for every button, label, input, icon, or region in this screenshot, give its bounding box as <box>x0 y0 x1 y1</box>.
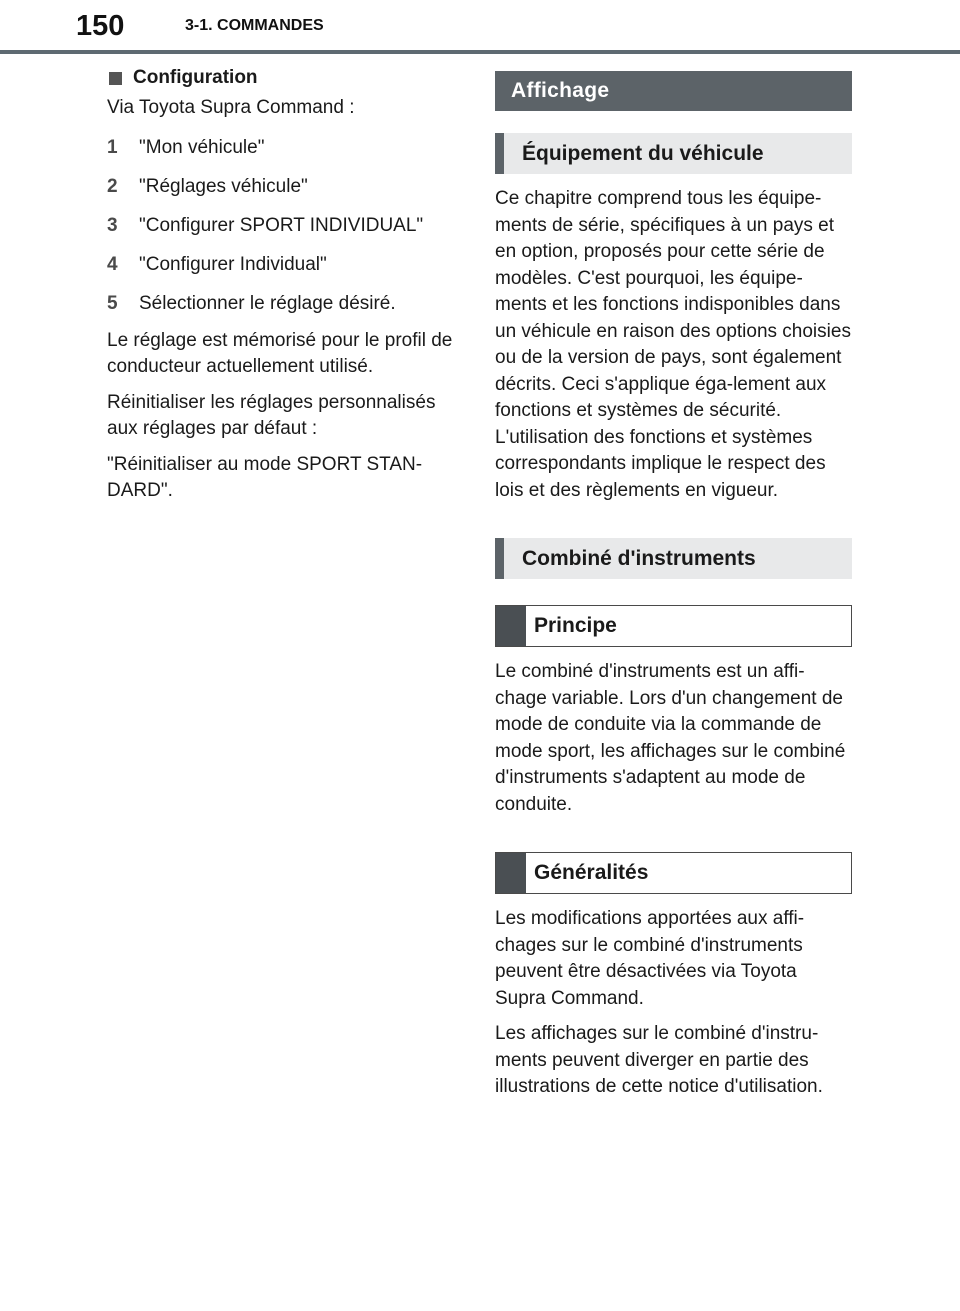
step-number: 2 <box>107 175 118 197</box>
step-item <box>107 135 467 161</box>
equipement-heading: Équipement du véhicule <box>495 133 852 174</box>
step-text: Sélectionner le réglage désiré. <box>139 292 396 314</box>
affichage-heading: Affichage <box>495 71 852 111</box>
generalites-text-2: Les affichages sur le combiné d'instru-ments peuvent diverger en partie des illustrations de cette notice d'utilisation. <box>495 1023 823 1097</box>
reset-text: Réinitialiser les réglages personnalisés aux réglages par défaut : <box>107 391 436 439</box>
page-header <box>0 0 960 56</box>
square-bullet-icon <box>109 72 122 85</box>
intro-text: Via Toyota Supra Command : <box>107 97 355 118</box>
step-number: 4 <box>107 253 118 275</box>
combine-heading: Combiné d'instruments <box>495 538 852 579</box>
generalites-heading <box>495 852 852 894</box>
memorise-text: Le réglage est mémorisé pour le profil de conducteur actuellement utilisé. <box>107 329 453 377</box>
generalites-text-1: Les modifications apportées aux affi-chages sur le combiné d'instruments peuvent être désactivées via Toyota Supra Command. <box>495 908 805 1009</box>
equipement-text: Ce chapitre comprend tous les équipe-ments de série, spécifiques à un pays et en option, proposés pour cette série de modèles. C'est pourquoi, les équipe-ments et les fonctions indisponibles dans un véhicule en raison des options choisies ou de la version de pays, sont également décrits. Ceci s'applique éga-lement aux fonctions et systèmes de sécurité. L'utilisation des fonctions et systèmes correspondants implique le respect des lois et des règlements en vigueur. <box>495 188 851 501</box>
step-text: "Configurer SPORT INDIVIDUAL" <box>139 214 424 236</box>
header-rule <box>0 50 960 54</box>
step-item <box>107 291 467 317</box>
right-column <box>495 71 852 1101</box>
principe-heading-text: Principe <box>534 614 617 637</box>
page-number: 150 <box>76 10 125 42</box>
heading-tab <box>496 853 526 893</box>
section-title: 3-1. COMMANDES <box>185 17 324 34</box>
configuration-heading-text: Configuration <box>133 67 258 88</box>
step-text: "Configurer Individual" <box>139 253 327 275</box>
step-item <box>107 174 467 200</box>
principe-heading <box>495 605 852 647</box>
heading-tab <box>496 606 526 646</box>
step-text: "Réglages véhicule" <box>139 175 308 197</box>
step-item <box>107 252 467 278</box>
configuration-heading <box>107 64 467 92</box>
reset-command-text: "Réinitialiser au mode SPORT STAN-DARD". <box>107 453 423 501</box>
left-column <box>107 64 467 505</box>
step-number: 3 <box>107 214 118 236</box>
step-text: "Mon véhicule" <box>139 136 265 158</box>
step-number: 5 <box>107 292 118 314</box>
principe-text: Le combiné d'instruments est un affi-chage variable. Lors d'un changement de mode de conduite via la commande de mode sport, les affichages sur le combiné d'instruments s'adaptent au mode de conduite. <box>495 661 846 815</box>
generalites-heading-text: Généralités <box>534 861 649 884</box>
step-item <box>107 213 467 239</box>
step-number: 1 <box>107 136 118 158</box>
